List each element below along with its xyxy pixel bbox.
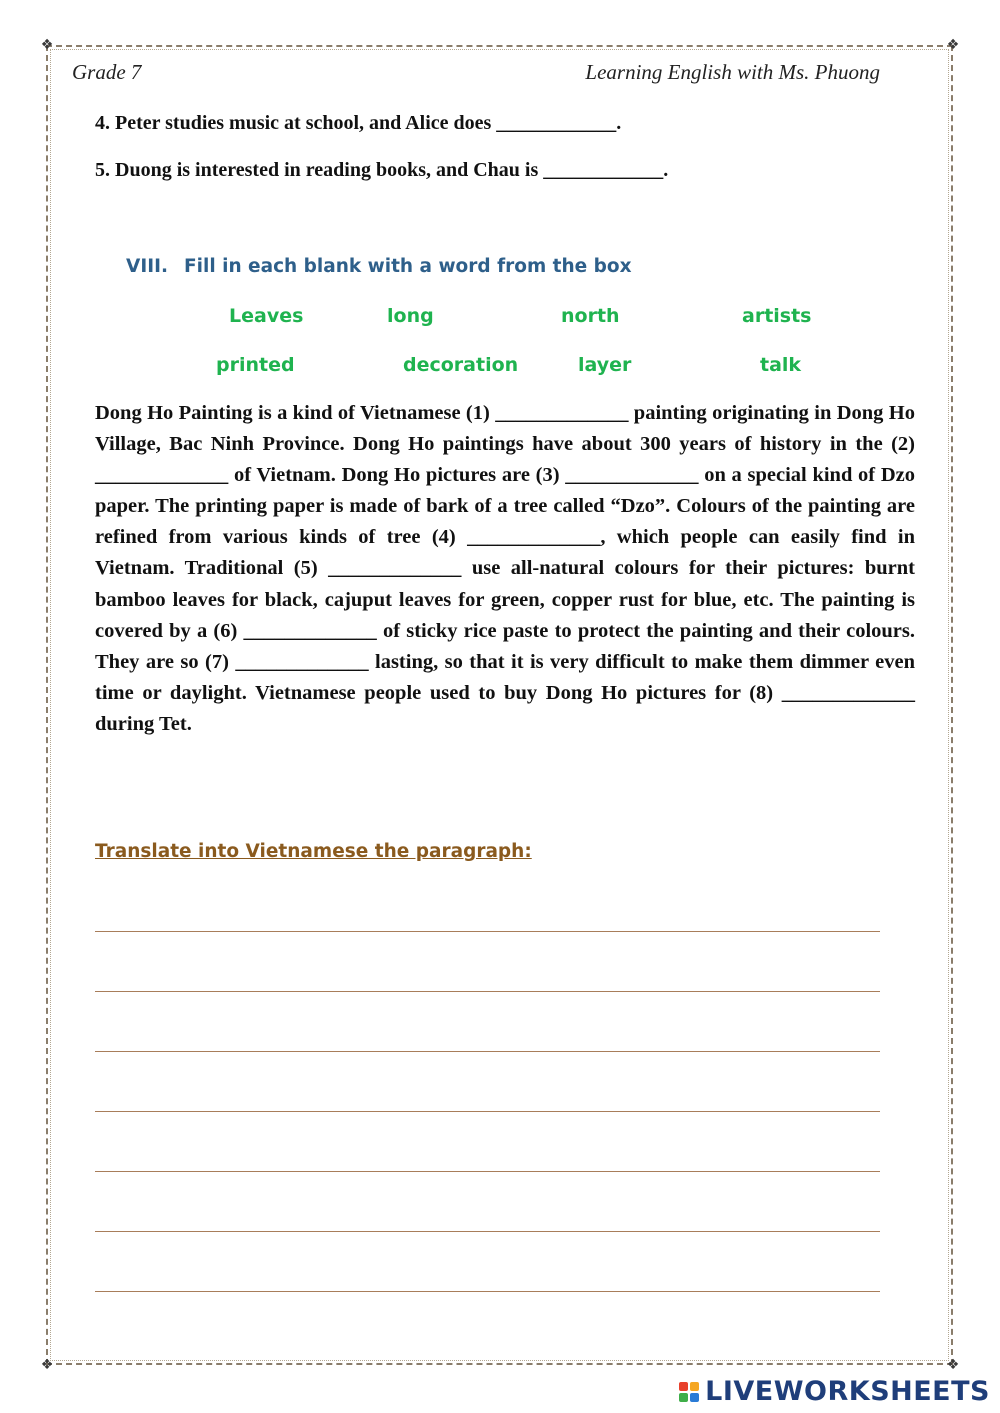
- liveworksheets-logo[interactable]: [679, 1376, 990, 1407]
- answer-line[interactable]: [95, 1231, 880, 1232]
- answer-line[interactable]: [95, 1171, 880, 1172]
- word-option: talk: [760, 354, 802, 376]
- question-5: 5. Duong is interested in reading books, and Chau is ____________.: [95, 159, 669, 181]
- answer-line[interactable]: [95, 1111, 880, 1112]
- section-instruction: Fill in each blank with a word from the box: [184, 256, 632, 277]
- reading-passage: Dong Ho Painting is a kind of Vietnamese (1) _____________ painting originating in Dong Ho Village, Bac Ninh Province. Dong Ho paintings have about 300 years of history in the (2) _____________ of Vietnam. Dong Ho pictures are (3) _____________ on a special kind of Dzo paper. The printing paper is made of bark of a tree called “Dzo”. Colours of the painting are refined from various kinds of tree (4) _____________, which people can easily find in Vietnam. Traditional (5) _____________ use all-natural colours for their pictures: burnt bamboo leaves for black, cajuput leaves for green, copper rust for blue, etc. The painting is covered by a (6) _____________ of sticky rice paste to protect the painting and their colours. They are so (7) _____________ lasting, so that it is very difficult to make them dimmer even time or daylight. Vietnamese people used to buy Dong Ho pictures for (8) _____________ during Tet.: [95, 402, 915, 735]
- word-option: Leaves: [229, 305, 304, 327]
- word-option: long: [387, 305, 434, 327]
- corner-ornament-icon: ❖: [40, 37, 54, 53]
- word-option: artists: [742, 305, 812, 327]
- corner-ornament-icon: ❖: [40, 1357, 54, 1373]
- question-4: 4. Peter studies music at school, and Alice does ____________.: [95, 112, 622, 134]
- word-option: layer: [578, 354, 632, 376]
- liveworksheets-brand: LIVEWORKSHEETS: [705, 1376, 990, 1407]
- section-number: VIII.: [126, 256, 168, 277]
- answer-line[interactable]: [95, 1051, 880, 1052]
- logo-square: [690, 1393, 699, 1402]
- answer-line[interactable]: [95, 1291, 880, 1292]
- answer-line[interactable]: [95, 991, 880, 992]
- logo-square: [679, 1393, 688, 1402]
- word-option: printed: [216, 354, 295, 376]
- translate-heading: Translate into Vietnamese the paragraph:: [95, 841, 532, 862]
- page-header: [72, 60, 880, 85]
- course-title: Learning English with Ms. Phuong: [585, 60, 880, 84]
- liveworksheets-logo-icon: [679, 1382, 699, 1402]
- corner-ornament-icon: ❖: [946, 37, 960, 53]
- section-heading: [126, 256, 632, 277]
- corner-ornament-icon: ❖: [946, 1357, 960, 1373]
- grade-label: Grade 7: [72, 60, 142, 84]
- answer-line[interactable]: [95, 931, 880, 932]
- word-option: decoration: [403, 354, 519, 376]
- logo-square: [690, 1382, 699, 1391]
- word-option: north: [561, 305, 620, 327]
- logo-square: [679, 1382, 688, 1391]
